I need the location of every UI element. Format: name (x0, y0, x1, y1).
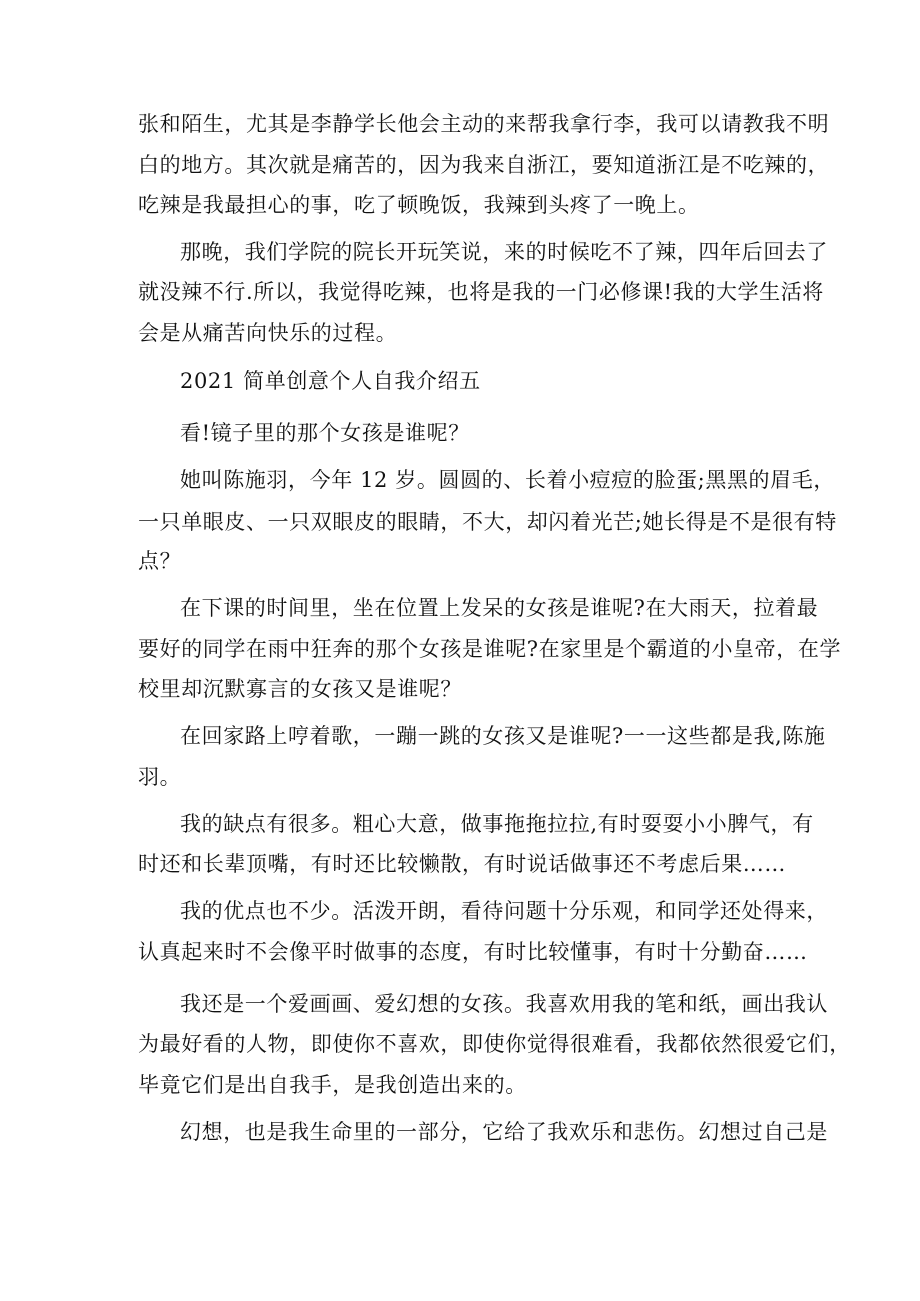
section-heading: 2021 简单创意个人自我介绍五 (180, 369, 481, 393)
text-line: 为最好看的人物，即使你不喜欢，即使你觉得很难看，我都依然很爱它们， (138, 1032, 851, 1056)
text-line: 校里却沉默寡言的女孩又是谁呢？ (138, 677, 462, 701)
paragraph-first-line: 在下课的时间里，坐在位置上发呆的女孩是谁呢?在大雨天，拉着最 (180, 596, 819, 620)
text-line: 要好的同学在雨中狂奔的那个女孩是谁呢?在家里是个霸道的小皇帝，在学 (138, 637, 842, 661)
text-line: 吃辣是我最担心的事，吃了顿晚饭，我辣到头疼了一晚上。 (138, 193, 700, 217)
paragraph-first-line: 我的优点也不少。活泼开朗，看待问题十分乐观，和同学还处得来， (180, 899, 828, 923)
paragraph-first-line: 她叫陈施羽，今年 12 岁。圆圆的、长着小痘痘的脸蛋;黑黑的眉毛， (180, 468, 835, 492)
text-line: 认真起来时不会像平时做事的态度，有时比较懂事，有时十分勤奋…… (138, 940, 808, 964)
text-line: 点？ (138, 549, 182, 573)
paragraph-first-line: 看!镜子里的那个女孩是谁呢？ (180, 421, 470, 445)
text-line: 就没辣不行.所以，我觉得吃辣，也将是我的一门必修课!我的大学生活将 (138, 280, 824, 304)
paragraph-first-line: 在回家路上哼着歌，一蹦一跳的女孩又是谁呢?一一这些都是我,陈施 (180, 724, 826, 748)
text-line: 羽。 (138, 765, 182, 789)
text-line: 张和陌生，尤其是李静学长他会主动的来帮我拿行李，我可以请教我不明 (138, 112, 830, 136)
paragraph-first-line: 我还是一个爱画画、爱幻想的女孩。我喜欢用我的笔和纸，画出我认 (180, 992, 828, 1016)
text-line: 一只单眼皮、一只双眼皮的眼睛，不大，却闪着光芒;她长得是不是很有特 (138, 510, 837, 534)
text-line: 时还和长辈顶嘴，有时还比较懒散，有时说话做事还不考虑后果…… (138, 852, 786, 876)
text-line: 会是从痛苦向快乐的过程。 (138, 321, 398, 345)
paragraph-first-line: 我的缺点有很多。粗心大意，做事拖拖拉拉,有时耍耍小小脾气，有 (180, 812, 814, 836)
text-line: 毕竟它们是出自我手，是我创造出来的。 (138, 1073, 527, 1097)
paragraph-first-line: 幻想，也是我生命里的一部分，它给了我欢乐和悲伤。幻想过自己是 (180, 1120, 828, 1144)
paragraph-first-line: 那晚，我们学院的院长开玩笑说，来的时候吃不了辣，四年后回去了 (180, 240, 828, 264)
text-line: 白的地方。其次就是痛苦的，因为我来自浙江，要知道浙江是不吃辣的， (138, 153, 830, 177)
